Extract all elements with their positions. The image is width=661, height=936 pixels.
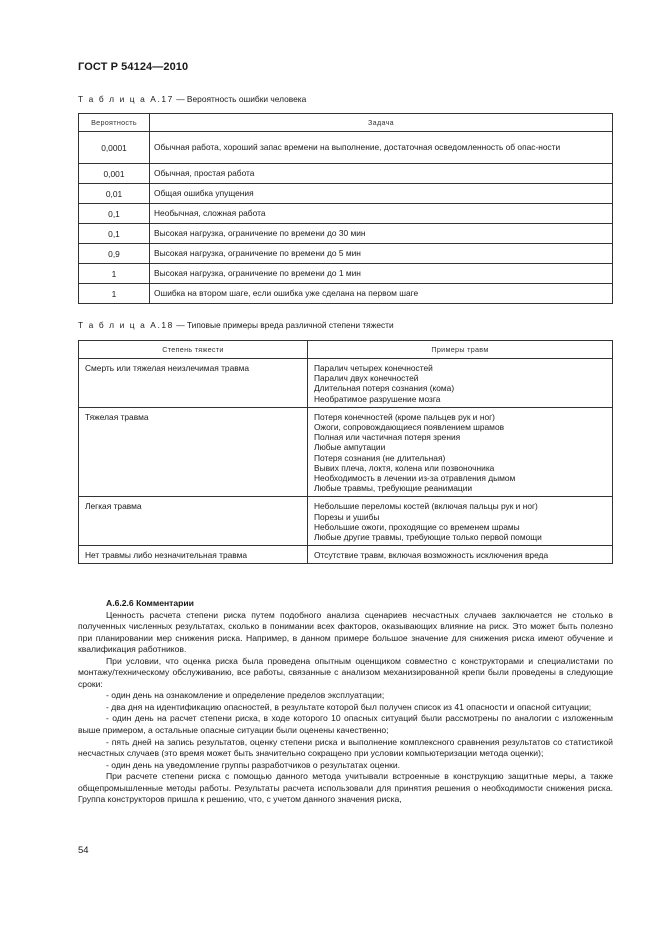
injury-example: Порезы и ушибы [314, 511, 380, 522]
body-paragraph: При условии, что оценка риска была проведена опытным оценщиком совместно с конструкторами и специалистами по монтажу/техническому обслуживанию, все работы, связанные с анализом механизированной крепи были проведены в следующие сроки: [78, 655, 613, 689]
table-row [79, 284, 613, 304]
probability-cell: 0,0001 [79, 132, 150, 164]
table-row [79, 184, 613, 204]
table-row [79, 546, 613, 564]
injury-example: Паралич двух конечностей [314, 373, 419, 384]
list-item: - пять дней на запись результатов, оценку степени риска и выполнение комплексного сравнения результатов со статистикой несчастных случаев (это время может быть значительно сокращено при условии компьютеризации метода оценки); [78, 736, 613, 759]
column-header-probability: Вероятность [79, 114, 150, 132]
table-a18-caption-label: Т а б л и ц а А.18 [78, 320, 174, 330]
injury-examples-cell [308, 546, 613, 564]
task-cell: Высокая нагрузка, ограничение по времени до 5 мин [150, 244, 613, 264]
injury-example: Небольшие ожоги, проходящие со временем шрамы [314, 521, 520, 532]
task-cell: Обычная работа, хороший запас времени на выполнение, достаточная осведомленность об опас-ности [150, 132, 613, 164]
task-cell: Ошибка на втором шаге, если ошибка уже сделана на первом шаге [150, 284, 613, 304]
injury-example: Потеря конечностей (кроме пальцев рук и ног) [314, 411, 495, 422]
probability-cell: 0,1 [79, 224, 150, 244]
task-cell: Обычная, простая работа [150, 164, 613, 184]
severity-cell: Смерть или тяжелая неизлечимая травма [79, 359, 308, 408]
injury-example: Вывих плеча, локтя, колена или позвоночника [314, 462, 495, 473]
comments-section [78, 598, 613, 806]
table-a18-caption-text: — Типовые примеры вреда различной степени тяжести [173, 320, 394, 330]
injury-example: Длительная потеря сознания (кома) [314, 383, 455, 394]
injury-example: Любые ампутации [314, 442, 386, 453]
page-header-title: ГОСТ Р 54124—2010 [78, 61, 189, 73]
table-row [79, 407, 613, 497]
task-cell: Высокая нагрузка, ограничение по времени до 30 мин [150, 224, 613, 244]
list-item: - один день на расчет степени риска, в ходе которого 10 опасных ситуаций были рассмотрены по аналогии с изложенным выше примером, а остальные опасные ситуации были оценены качественно; [78, 713, 613, 736]
section-heading: А.6.2.6 Комментарии [106, 598, 194, 608]
table-row [79, 224, 613, 244]
severity-cell: Тяжелая травма [79, 407, 308, 497]
injury-example: Паралич четырех конечностей [314, 363, 433, 373]
table-row [79, 132, 613, 164]
injury-example: Небольшие переломы костей (включая пальцы рук и ног) [314, 501, 538, 512]
table-row [79, 359, 613, 408]
table-header-row [79, 341, 613, 359]
task-cell: Высокая нагрузка, ограничение по времени до 1 мин [150, 264, 613, 284]
table-row [79, 204, 613, 224]
injury-example: Ожоги, сопровождающиеся появлением шрамов [314, 422, 505, 433]
table-row [79, 244, 613, 264]
column-header-task: Задача [150, 114, 613, 132]
task-cell: Общая ошибка упущения [150, 184, 613, 204]
injury-example: Потеря сознания (не длительная) [314, 452, 446, 463]
injury-example: Отсутствие травм, включая возможность исключения вреда [314, 550, 549, 561]
injury-example: Любые другие травмы, требующие только первой помощи [314, 532, 542, 543]
table-row [79, 264, 613, 284]
column-header-injury-examples: Примеры травм [308, 341, 613, 359]
task-cell: Необычная, сложная работа [150, 204, 613, 224]
severity-cell: Нет травмы либо незначительная травма [79, 546, 308, 564]
table-row [79, 497, 613, 546]
injury-examples-cell [308, 407, 613, 497]
injury-example: Необходимость в лечении из-за отравления дымом [314, 473, 516, 484]
injury-examples-cell [308, 359, 613, 408]
table-row [79, 164, 613, 184]
probability-cell: 0,1 [79, 204, 150, 224]
table-a17 [78, 113, 613, 304]
table-a18-caption [78, 320, 394, 330]
injury-example: Любые травмы, требующие реанимации [314, 483, 473, 494]
table-a17-caption-text: — Вероятность ошибки человека [173, 94, 307, 104]
injury-example: Необратимое разрушение мозга [314, 393, 441, 404]
table-a17-caption-label: Т а б л и ц а А.17 [78, 94, 174, 104]
probability-cell: 1 [79, 284, 150, 304]
page-number: 54 [78, 845, 89, 856]
body-paragraph: При расчете степени риска с помощью данного метода учитывали встроенные в конструкцию защитные меры, а также общепромышленные методы работы. Результаты расчета использовали для принятия решения о необходимости снижения риска. Группа конструкторов пришла к решению, что, с учетом данного значения риска, [78, 771, 613, 805]
list-item: - два дня на идентификацию опасностей, в результате которой был получен список из 41 опасности и опасной ситуации; [106, 701, 592, 712]
table-a18 [78, 340, 613, 564]
list-item: - один день на ознакомление и определение пределов эксплуатации; [106, 690, 385, 701]
list-item: - один день на уведомление группы разработчиков о результатах оценки. [106, 759, 401, 770]
table-header-row [79, 114, 613, 132]
probability-cell: 1 [79, 264, 150, 284]
probability-cell: 0,001 [79, 164, 150, 184]
injury-examples-cell [308, 497, 613, 546]
injury-example: Полная или частичная потеря зрения [314, 432, 461, 443]
severity-cell: Легкая травма [79, 497, 308, 546]
probability-cell: 0,9 [79, 244, 150, 264]
body-paragraph: Ценность расчета степени риска путем подобного анализа сценариев несчастных случаев заключается не столько в полученных численных результатах, сколько в понимании всех факторов, оказывающих влияние на риск. Это может быть полезно при планировании мер снижения риска. Например, в данном примере большое значение для снижения риска имеют обучение и квалификация работников. [78, 609, 613, 655]
probability-cell: 0,01 [79, 184, 150, 204]
column-header-severity: Степень тяжести [79, 341, 308, 359]
table-a17-caption [78, 94, 306, 104]
